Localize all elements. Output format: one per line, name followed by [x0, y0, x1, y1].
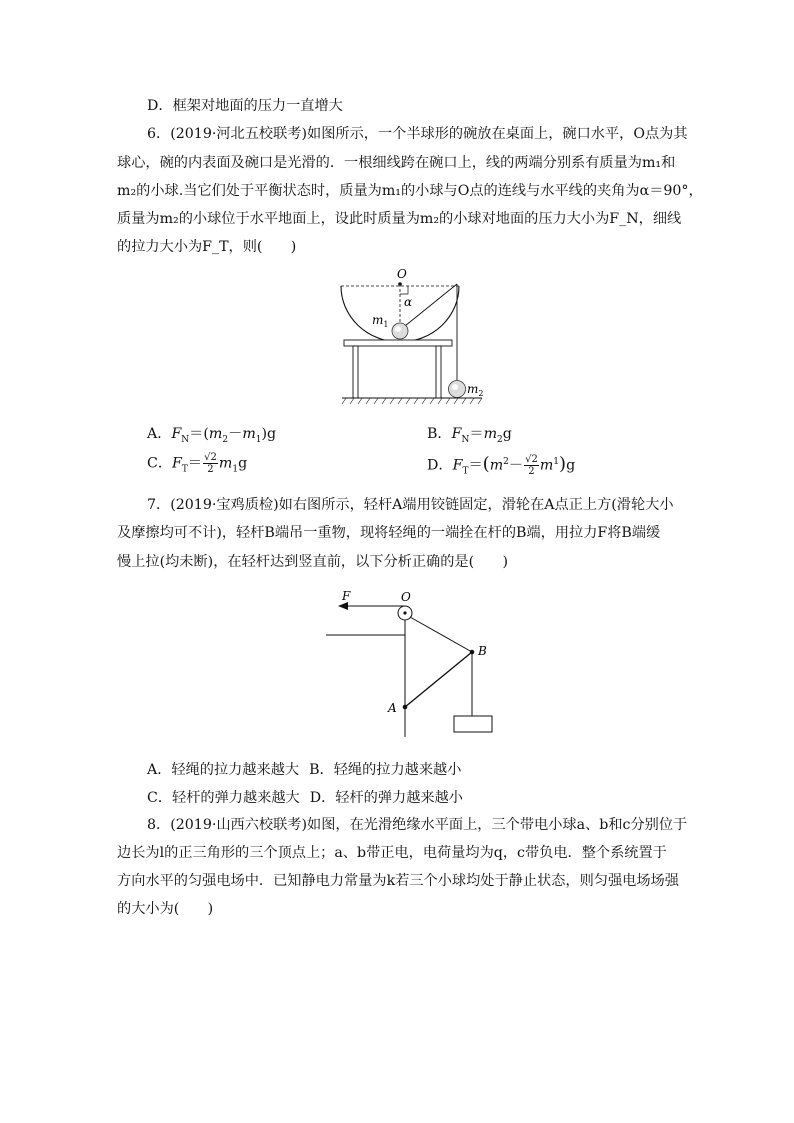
- table-top: [344, 340, 452, 346]
- q6-bowl-figure: [336, 262, 486, 410]
- label-f: F: [342, 589, 351, 603]
- label-b: B: [478, 644, 487, 658]
- q7-options-row-2: [147, 788, 463, 808]
- point-b: [470, 650, 475, 655]
- rope-pulley-to-b: [410, 617, 472, 652]
- q6-option-a: A．$F_N=(m_2-m_1)g$: [147, 426, 277, 445]
- q8-line-3: 方向水平的匀强电场中．已知静电力常量为k若三个小球均处于静止状态，则匀强电场场强: [117, 873, 679, 889]
- q6-line-2: 球心，碗的内表面及碗口是光滑的．一根细线跨在碗口上，线的两端分别系有质量为m₁和: [117, 155, 676, 171]
- label-a: A: [388, 701, 397, 715]
- q8-line-2: 边长为l的正三角形的三个顶点上；a、b带正电，电荷量均为q，c带负电．整个系统置于: [117, 845, 667, 861]
- q6-option-d: D．$F_T=(m^2-$ $\frac{√2}{2}$ $m^1)g$: [427, 453, 576, 478]
- q6-option-b: B．$F_N=m_2g$: [427, 426, 512, 445]
- label-m1: $m_1$: [372, 313, 389, 329]
- rod-a-to-b: [405, 652, 472, 707]
- q7-option-a: A．轻绳的拉力越来越大: [147, 762, 300, 778]
- q7-option-d: D．轻杆的弹力越来越小: [309, 790, 463, 806]
- q7-option-b: B．轻绳的拉力越来越小: [309, 762, 462, 778]
- q8-line-4: 的大小为( ): [117, 901, 214, 917]
- weight-block: [454, 716, 492, 732]
- label-alpha: α: [404, 295, 413, 309]
- force-arrow: [338, 602, 348, 610]
- q7-options-row-1: [147, 760, 461, 780]
- q6-line-1: 6．(2019·河北五校联考)如图所示，一个半球形的碗放在桌面上，碗口水平，O点为其: [147, 126, 688, 142]
- table-leg-right: [436, 346, 441, 398]
- right-angle-marker: [400, 286, 408, 294]
- q7-line-1: 7．(2019·宝鸡质检)如右图所示，轻杆A端用铰链固定，滑轮在A点正上方(滑轮大小: [147, 497, 674, 513]
- ground-hatch: [342, 398, 482, 404]
- label-o: O: [397, 267, 407, 281]
- q7-rod-figure: [322, 585, 502, 740]
- label-m2: $m_2$: [467, 382, 484, 398]
- q6-line-5: 的拉力大小为F_T，则( ): [117, 239, 297, 255]
- table-leg-left: [353, 346, 358, 398]
- q7-option-c: C．轻杆的弹力越来越大: [147, 790, 300, 806]
- point-a: [403, 705, 408, 710]
- q6-option-c: C．$F_T=$ $\frac{√2}{2}$ $m_1g$: [147, 452, 248, 475]
- q7-line-2: 及摩擦均可不计)，轻杆B端吊一重物，现将轻绳的一端拴在杆的B端，用拉力F将B端缓: [117, 525, 661, 541]
- q6-line-4: 质量为m₂的小球位于水平地面上，设此时质量为m₂的小球对地面的压力大小为F_N，细线: [117, 211, 682, 227]
- q5-option-d: D．框架对地面的压力一直增大: [147, 98, 343, 114]
- q7-line-3: 慢上拉(均未断)，在轻杆达到竖直前，以下分析正确的是( ): [117, 554, 509, 570]
- q6-line-3: m₂的小球.当它们处于平衡状态时，质量为m₁的小球与O点的连线与水平线的夹角为α＝90°，: [117, 183, 703, 199]
- label-o: O: [401, 590, 411, 604]
- q8-line-1: 8．(2019·山西六校联考)如图，在光滑绝缘水平面上，三个带电小球a、b和c分别位于: [147, 817, 688, 833]
